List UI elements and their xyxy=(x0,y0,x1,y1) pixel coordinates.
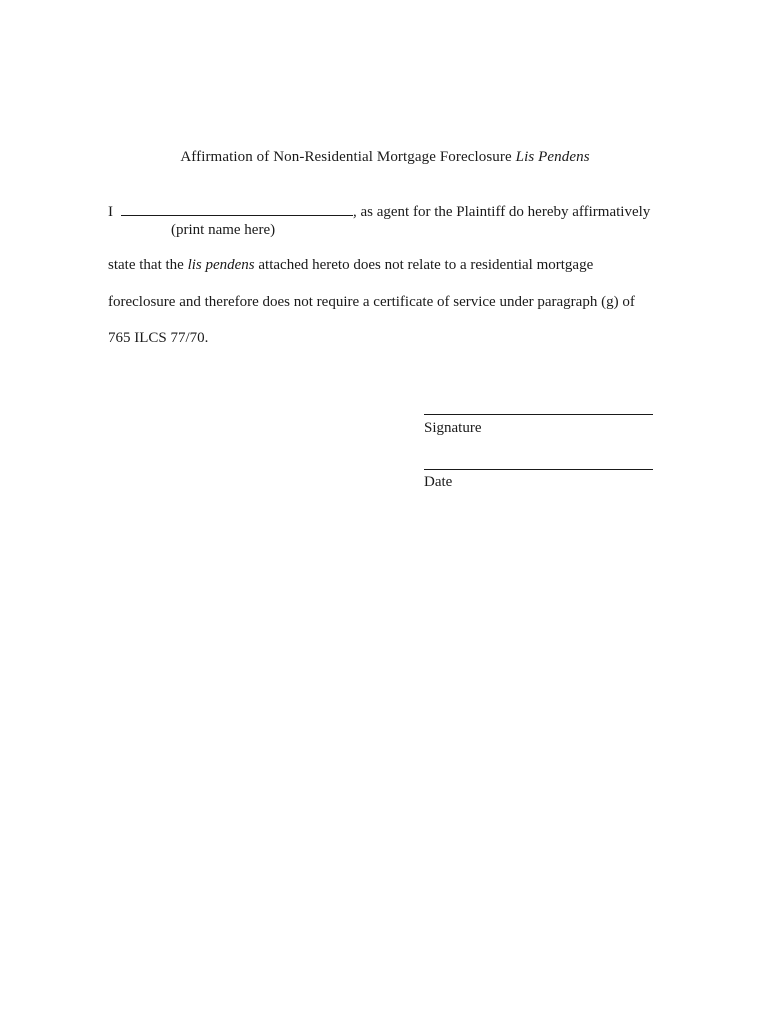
title-italic-text: Lis Pendens xyxy=(515,149,590,165)
statement-line-3: 765 ILCS 77/70. xyxy=(108,330,209,346)
opening-line-text: , as agent for the Plaintiff do hereby affirmatively xyxy=(353,204,651,220)
opening-pronoun: I xyxy=(108,204,113,220)
statement-line-1-suffix: attached hereto does not relate to a residential mortgage xyxy=(258,257,594,273)
date-line[interactable] xyxy=(424,469,653,470)
statement-line-1 xyxy=(108,256,593,274)
signature-line[interactable] xyxy=(424,414,653,415)
print-name-hint: (print name here) xyxy=(171,222,276,238)
statement-line-1-italic: lis pendens xyxy=(187,257,255,273)
title-text: Affirmation of Non-Residential Mortgage Foreclosure xyxy=(180,149,512,165)
print-name-field[interactable] xyxy=(121,201,353,216)
statement-line-2: foreclosure and therefore does not require a certificate of service under paragraph (g) of xyxy=(108,294,635,310)
date-label: Date xyxy=(424,474,453,490)
statement-line-1-prefix: state that the xyxy=(108,257,184,273)
signature-label: Signature xyxy=(424,420,482,436)
affirmation-opening-line xyxy=(108,201,650,222)
document-title xyxy=(0,148,770,166)
